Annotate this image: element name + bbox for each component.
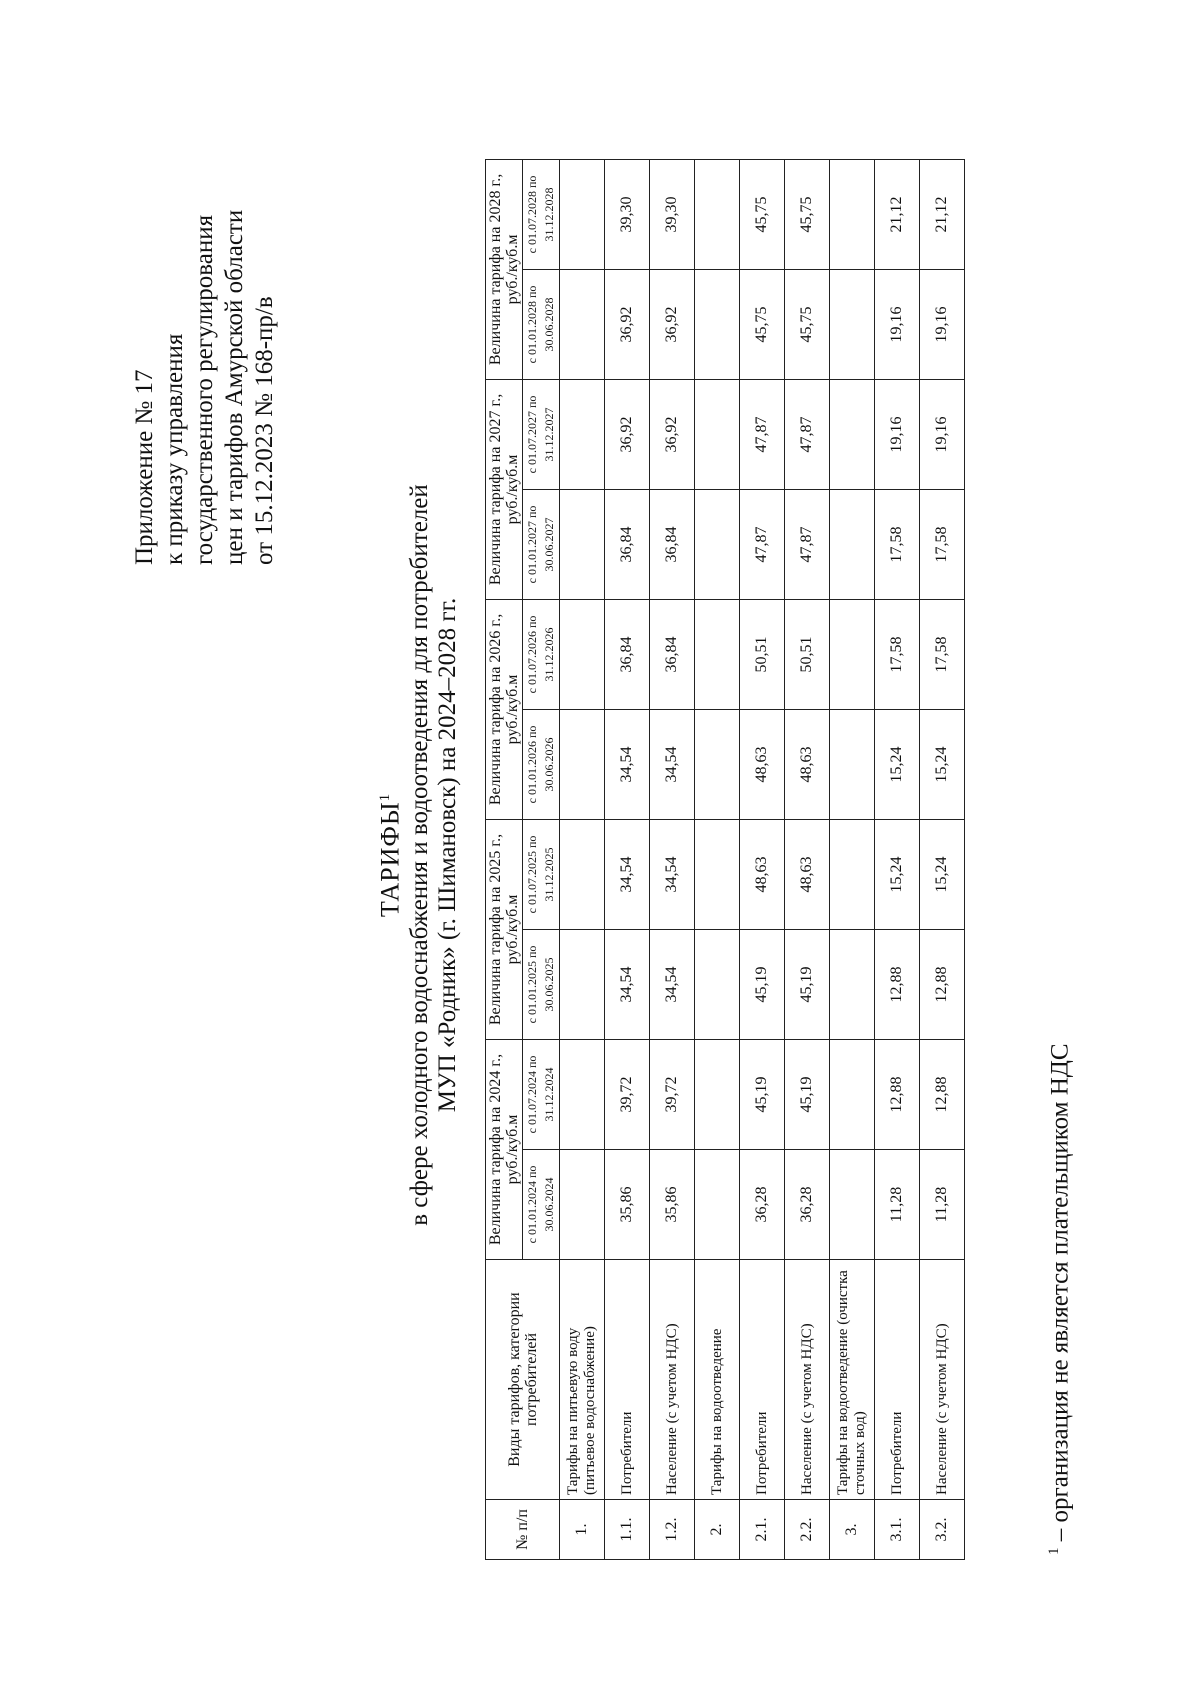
header-period: с 01.07.2028 по 31.12.2028 [523, 159, 560, 269]
table-row [830, 159, 875, 1559]
tariff-value-cell: 39,30 [605, 159, 650, 269]
tariff-value-cell: 45,75 [740, 159, 785, 269]
tariff-value-cell: 39,30 [650, 159, 695, 269]
row-number: 2.2. [785, 1500, 830, 1560]
footnote-mark: 1 [1046, 1547, 1062, 1555]
table-row [785, 159, 830, 1559]
tariff-value-cell: 39,72 [650, 1039, 695, 1149]
tariff-value-cell: 21,12 [920, 159, 965, 269]
tariff-value-cell: 15,24 [920, 709, 965, 819]
tariff-value-cell [830, 929, 875, 1039]
tariff-value-cell: 47,87 [785, 379, 830, 489]
tariff-value-cell: 34,54 [650, 709, 695, 819]
header-year-2025: Величина тарифа на 2025 г., руб./куб.м [486, 819, 523, 1039]
header-period: с 01.07.2025 по 31.12.2025 [523, 819, 560, 929]
tariff-table [485, 159, 965, 1560]
tariff-value-cell: 35,86 [650, 1150, 695, 1260]
tariff-value-cell: 34,54 [605, 709, 650, 819]
tariff-value-cell: 36,84 [650, 489, 695, 599]
tariff-value-cell: 36,28 [740, 1150, 785, 1260]
tariff-value-cell: 12,88 [875, 1039, 920, 1149]
row-number: 1.1. [605, 1500, 650, 1560]
title-text: ТАРИФЫ [375, 801, 405, 918]
tariff-value-cell: 48,63 [785, 819, 830, 929]
appendix-line: от 15.12.2023 № 168-пр/в [251, 296, 278, 565]
tariff-value-cell: 35,86 [605, 1150, 650, 1260]
table-row [875, 159, 920, 1559]
tariff-value-cell: 45,19 [785, 929, 830, 1039]
tariff-value-cell: 45,19 [740, 1039, 785, 1149]
tariff-value-cell [695, 599, 740, 709]
tariff-value-cell: 45,75 [785, 269, 830, 379]
table-row [695, 159, 740, 1559]
header-period: с 01.01.2027 по 30.06.2027 [523, 489, 560, 599]
tariff-value-cell [695, 709, 740, 819]
tariff-value-cell: 19,16 [875, 379, 920, 489]
tariff-value-cell: 47,87 [740, 489, 785, 599]
row-category: Тарифы на водоотведение [695, 1260, 740, 1500]
header-period: с 01.01.2024 по 30.06.2024 [523, 1150, 560, 1260]
tariff-value-cell: 11,28 [920, 1150, 965, 1260]
tariff-value-cell [560, 1039, 605, 1149]
header-period: с 01.01.2025 по 30.06.2025 [523, 929, 560, 1039]
tariff-value-cell [695, 1039, 740, 1149]
tariff-value-cell [830, 379, 875, 489]
tariff-value-cell: 36,92 [650, 269, 695, 379]
tariff-value-cell: 12,88 [920, 1039, 965, 1149]
appendix-line: государственного регулирования [191, 214, 218, 565]
tariff-value-cell: 47,87 [785, 489, 830, 599]
page-title [370, 55, 406, 1655]
tariff-value-cell [830, 1039, 875, 1149]
header-year-2028: Величина тарифа на 2028 г., руб./куб.м [486, 159, 523, 379]
tariff-value-cell: 45,19 [785, 1039, 830, 1149]
tariff-value-cell [830, 819, 875, 929]
tariff-value-cell: 36,92 [605, 379, 650, 489]
footnote [1040, 1043, 1074, 1555]
tariff-value-cell [560, 379, 605, 489]
header-year-2027: Величина тарифа на 2027 г., руб./куб.м [486, 379, 523, 599]
appendix-block [130, 125, 280, 565]
tariff-value-cell: 36,84 [605, 599, 650, 709]
tariff-value-cell: 17,58 [875, 489, 920, 599]
tariff-value-cell: 45,19 [740, 929, 785, 1039]
row-category: Население (с учетом НДС) [650, 1260, 695, 1500]
tariff-value-cell: 47,87 [740, 379, 785, 489]
tariff-value-cell [830, 599, 875, 709]
tariff-value-cell [830, 1150, 875, 1260]
tariff-value-cell: 36,92 [605, 269, 650, 379]
tariff-value-cell [695, 159, 740, 269]
table-header-row [486, 159, 523, 1559]
tariff-value-cell: 36,84 [650, 599, 695, 709]
tariff-value-cell: 17,58 [920, 489, 965, 599]
tariff-value-cell: 34,54 [605, 929, 650, 1039]
tariff-value-cell: 15,24 [875, 709, 920, 819]
tariff-value-cell: 48,63 [740, 709, 785, 819]
tariff-value-cell [830, 489, 875, 599]
tariff-value-cell: 15,24 [920, 819, 965, 929]
tariff-value-cell [695, 269, 740, 379]
tariff-value-cell: 36,84 [605, 489, 650, 599]
appendix-line: Приложение № 17 [131, 369, 158, 565]
tariff-value-cell: 45,75 [785, 159, 830, 269]
tariff-value-cell [560, 599, 605, 709]
appendix-line: к приказу управления [161, 333, 188, 565]
header-period: с 01.07.2026 по 31.12.2026 [523, 599, 560, 709]
tariff-value-cell [560, 819, 605, 929]
row-number: 1. [560, 1500, 605, 1560]
row-category: Потребители [605, 1260, 650, 1500]
tariff-value-cell [560, 929, 605, 1039]
tariff-value-cell: 34,54 [650, 929, 695, 1039]
row-number: 3. [830, 1500, 875, 1560]
tariff-value-cell [560, 489, 605, 599]
tariff-value-cell: 17,58 [875, 599, 920, 709]
tariff-value-cell [560, 709, 605, 819]
tariff-value-cell [695, 819, 740, 929]
tariff-value-cell: 36,28 [785, 1150, 830, 1260]
table-body [560, 159, 965, 1559]
subtitle-line-2: МУП «Родник» (г. Шимановск) на 2024–2028 гг. [433, 597, 461, 1113]
row-category: Потребители [875, 1260, 920, 1500]
row-number: 2. [695, 1500, 740, 1560]
tariff-value-cell: 34,54 [605, 819, 650, 929]
row-category: Потребители [740, 1260, 785, 1500]
tariff-value-cell: 12,88 [920, 929, 965, 1039]
row-number: 3.1. [875, 1500, 920, 1560]
header-period: с 01.01.2028 по 30.06.2028 [523, 269, 560, 379]
tariff-value-cell: 36,92 [650, 379, 695, 489]
tariff-value-cell: 19,16 [920, 379, 965, 489]
tariff-value-cell [695, 1150, 740, 1260]
tariff-value-cell: 34,54 [650, 819, 695, 929]
table-row [605, 159, 650, 1559]
header-num: № п/п [486, 1500, 560, 1560]
row-number: 1.2. [650, 1500, 695, 1560]
row-category: Тарифы на водоотведение (очистка сточных вод) [830, 1260, 875, 1500]
tariff-value-cell: 19,16 [920, 269, 965, 379]
table-row [920, 159, 965, 1559]
tariff-value-cell: 19,16 [875, 269, 920, 379]
title-block [370, 55, 462, 1655]
row-category: Население (с учетом НДС) [920, 1260, 965, 1500]
tariff-value-cell: 11,28 [875, 1150, 920, 1260]
tariff-value-cell [695, 379, 740, 489]
header-period: с 01.07.2024 по 31.12.2024 [523, 1039, 560, 1149]
tariff-value-cell: 15,24 [875, 819, 920, 929]
header-kind: Виды тарифов, категории потребителей [486, 1260, 560, 1500]
row-number: 3.2. [920, 1500, 965, 1560]
footnote-text: – организация не является плательщиком НДС [1046, 1043, 1074, 1548]
tariff-value-cell: 45,75 [740, 269, 785, 379]
tariff-value-cell: 48,63 [740, 819, 785, 929]
tariff-value-cell: 50,51 [740, 599, 785, 709]
tariff-value-cell [695, 489, 740, 599]
tariff-value-cell: 48,63 [785, 709, 830, 819]
tariff-value-cell [560, 159, 605, 269]
row-category: Тарифы на питьевую воду (питьевое водоснабжение) [560, 1260, 605, 1500]
table-row [650, 159, 695, 1559]
appendix-line: цен и тарифов Амурской области [221, 209, 248, 565]
header-year-2026: Величина тарифа на 2026 г., руб./куб.м [486, 599, 523, 819]
tariff-value-cell [830, 709, 875, 819]
header-period: с 01.07.2027 по 31.12.2027 [523, 379, 560, 489]
header-period: с 01.01.2026 по 30.06.2026 [523, 709, 560, 819]
tariff-value-cell [560, 269, 605, 379]
table-row [740, 159, 785, 1559]
tariff-value-cell: 17,58 [920, 599, 965, 709]
tariff-value-cell [830, 269, 875, 379]
row-number: 2.1. [740, 1500, 785, 1560]
table-row [560, 159, 605, 1559]
title-footnote-mark: 1 [377, 792, 393, 802]
tariff-value-cell [560, 1150, 605, 1260]
document-page [40, 55, 1120, 1655]
row-category: Население (с учетом НДС) [785, 1260, 830, 1500]
tariff-value-cell [830, 159, 875, 269]
header-year-2024: Величина тарифа на 2024 г., руб./куб.м [486, 1039, 523, 1259]
subtitle-line-1: в сфере холодного водоснабжения и водоотведения для потребителей [405, 484, 433, 1226]
tariff-value-cell: 12,88 [875, 929, 920, 1039]
tariff-value-cell [695, 929, 740, 1039]
tariff-value-cell: 39,72 [605, 1039, 650, 1149]
tariff-value-cell: 21,12 [875, 159, 920, 269]
tariff-value-cell: 50,51 [785, 599, 830, 709]
